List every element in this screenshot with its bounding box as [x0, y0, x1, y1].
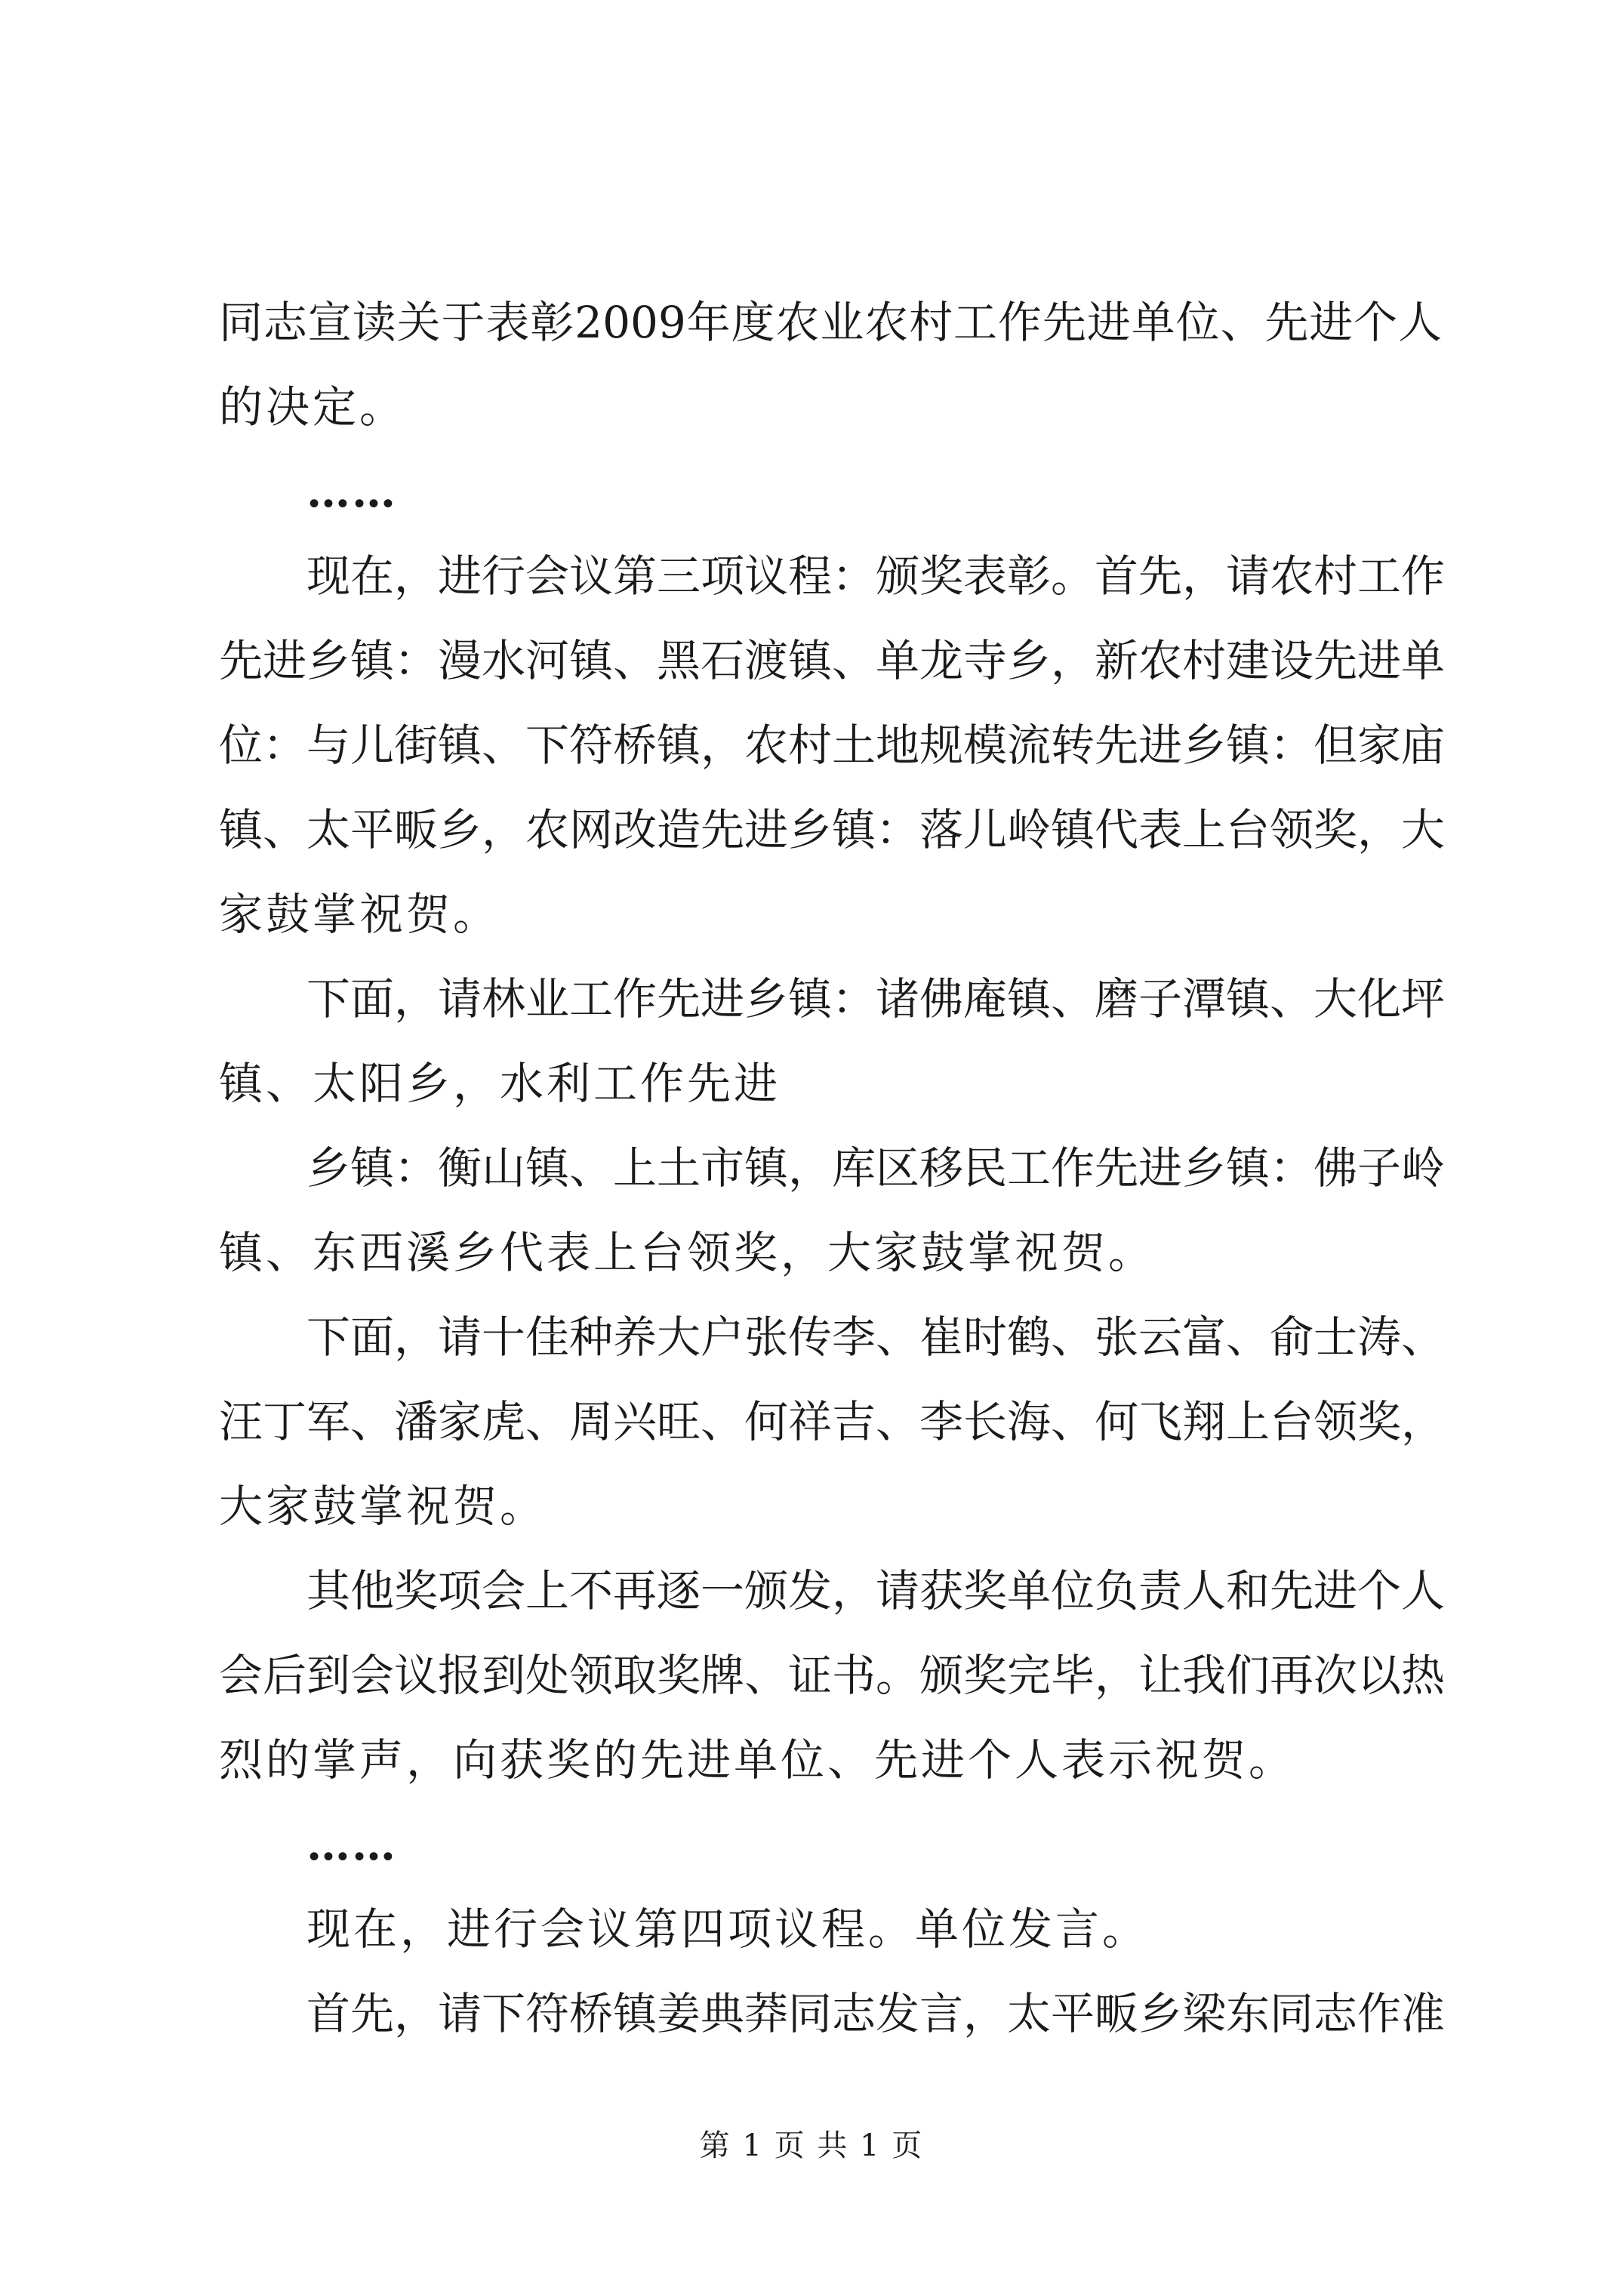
- text-line: 镇、东西溪乡代表上台领奖，大家鼓掌祝贺。: [219, 1227, 1156, 1278]
- text-line: 同志宣读关于表彰2009年度农业农村工作先进单位、先进个人: [219, 297, 1442, 348]
- text-line: 首先，请下符桥镇姜典莽同志发言，太平畈乡梁东同志作准: [306, 1988, 1446, 2039]
- text-line: 先进乡镇：漫水河镇、黑石渡镇、单龙寺乡，新农村建设先进单: [219, 635, 1446, 686]
- ellipsis-line: ……: [306, 1819, 397, 1870]
- text-line: 的决定。: [219, 381, 407, 433]
- text-line: 大家鼓掌祝贺。: [219, 1481, 547, 1532]
- text-line: 烈的掌声，向获奖的先进单位、先进个人表示祝贺。: [219, 1734, 1296, 1786]
- page-footer: 第 1 页 共 1 页: [699, 2128, 924, 2163]
- document-body: [219, 297, 1446, 2076]
- text-line: 其他奖项会上不再逐一颁发，请获奖单位负责人和先进个人: [306, 1565, 1446, 1616]
- text-line: 家鼓掌祝贺。: [219, 889, 500, 940]
- ellipsis-line: ……: [306, 466, 397, 517]
- text-line: 下面，请林业工作先进乡镇：诸佛庵镇、磨子潭镇、大化坪: [306, 973, 1446, 1025]
- text-line: 镇、太阳乡，水利工作先进: [219, 1058, 781, 1109]
- text-line: 镇、太平畈乡，农网改造先进乡镇：落儿岭镇代表上台领奖，大: [219, 804, 1446, 855]
- text-line: 下面，请十佳种养大户张传李、崔时鹤、张云富、俞士涛、: [306, 1311, 1446, 1363]
- text-line: 现在，进行会议第四项议程。单位发言。: [306, 1903, 1150, 1955]
- text-line: 位：与儿街镇、下符桥镇，农村土地规模流转先进乡镇：但家庙: [219, 720, 1446, 771]
- text-line: 会后到会议报到处领取奖牌、证书。颁奖完毕，让我们再次以热: [219, 1650, 1446, 1701]
- text-line: 乡镇：衡山镇、上土市镇，库区移民工作先进乡镇：佛子岭: [306, 1142, 1446, 1194]
- text-line: 汪丁军、潘家虎、周兴旺、何祥吉、李长海、何飞翔上台领奖，: [219, 1396, 1446, 1447]
- text-line: 现在，进行会议第三项议程：颁奖表彰。首先，请农村工作: [306, 550, 1446, 602]
